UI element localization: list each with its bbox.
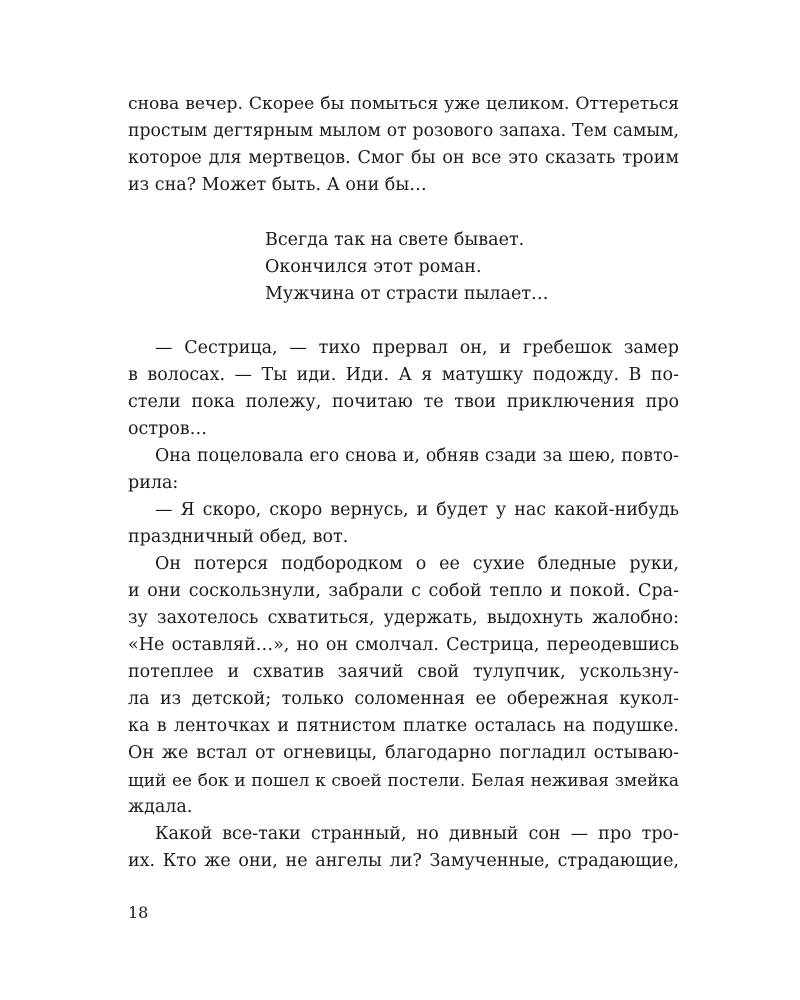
text-line: — Сестрица, — тихо прервал он, и гребешок замер xyxy=(155,338,679,358)
text-line: которое для мертвецов. Смог бы он все это сказать троим xyxy=(128,148,679,168)
text-line: Какой все-таки странный, но дивный сон — про тро- xyxy=(155,824,679,844)
text-line: простым дегтярным мылом от розового запаха. Тем самым, xyxy=(128,121,679,141)
text-line: потеплее и схватив заячий свой тулупчик, ускользну- xyxy=(128,662,679,682)
text-line: ла из детской; только соломенная ее обережная кукол- xyxy=(128,689,679,709)
page-number: 18 xyxy=(128,903,149,922)
text-line: их. Кто же они, не ангелы ли? Замученные, страдающие, xyxy=(128,851,679,871)
text-line: Он потерся подбородком о ее сухие бледные руки, xyxy=(155,554,679,574)
text-line: Он же встал от огневицы, благодарно погладил остываю- xyxy=(128,743,679,763)
text-line: в волосах. — Ты иди. Иди. А я матушку подожду. В по- xyxy=(128,365,679,385)
text-line: праздничный обед, вот. xyxy=(128,527,349,547)
text-line: остров… xyxy=(128,419,208,439)
text-line: «Не оставляй…», но он смолчал. Сестрица, переодевшись xyxy=(128,635,679,655)
text-line: из сна? Может быть. А они бы… xyxy=(128,175,427,195)
text-line: стели пока полежу, почитаю те твои приключения про xyxy=(128,392,679,412)
text-line: рила: xyxy=(128,473,179,493)
verse-line: Окончился этот роман. xyxy=(265,257,482,277)
text-line: зу захотелось схватиться, удержать, выдохнуть жалобно: xyxy=(128,608,679,628)
text-line: ка в ленточках и пятнистом платке осталась на подушке. xyxy=(128,716,679,736)
text-line: и они соскользнули, забрали с собой тепло и покой. Сра- xyxy=(128,581,679,601)
text-line: Она поцеловала его снова и, обняв сзади за шею, повто- xyxy=(155,446,679,466)
verse-line: Мужчина от страсти пылает… xyxy=(265,284,549,304)
text-line: снова вечер. Скорее бы помыться уже целиком. Оттереться xyxy=(128,94,679,114)
verse-line: Всегда так на свете бывает. xyxy=(265,230,525,250)
text-line: ждала. xyxy=(128,797,193,817)
text-line: щий ее бок и пошел к своей постели. Белая неживая змейка xyxy=(128,770,679,790)
text-line: — Я скоро, скоро вернусь, и будет у нас какой-нибудь xyxy=(155,500,679,520)
